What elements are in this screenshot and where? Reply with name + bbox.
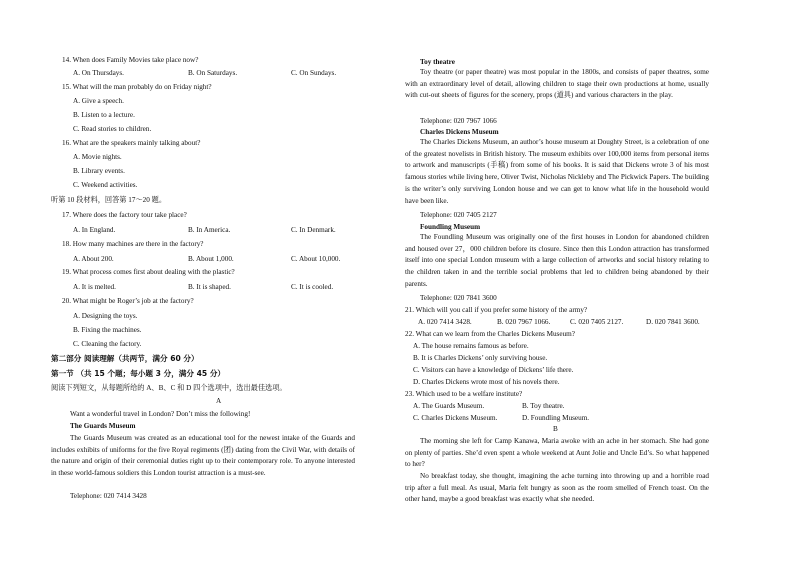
option-c: C. Weekend activities. [73,181,138,189]
option-c: C. It is cooled. [291,283,334,291]
foundling-museum-body: The Foundling Museum was originally one of the first houses in London for abandoned children and housed over 27，000 children before its closure. Since then this London attraction has transformed itself into one special London museum with a large collection of artworks and social history relating to the children taken in and the terrible social problems that led to children being abandoned by their parents. [405,233,709,288]
option-b: B. It is shaped. [188,283,231,291]
option-a: A. 020 7414 3428. [418,318,472,326]
toy-theatre-telephone: Telephone: 020 7967 1066 [420,117,497,125]
option-c: C. Read stories to children. [73,125,152,133]
option-c: C. In Denmark. [291,226,336,234]
part-2-heading: 第二部分 阅读理解（共两节，满分 60 分） [51,354,199,363]
passage-intro: Want a wonderful travel in London? Don’t miss the following! [70,410,251,418]
option-b: B. It is Charles Dickens’ only surviving house. [413,354,548,362]
option-a: A. It is melted. [73,283,116,291]
toy-theatre-title: Toy theatre [420,58,455,66]
option-c: C. 020 7405 2127. [570,318,624,326]
option-b: B. Toy theatre. [522,402,565,410]
option-b: B. Library events. [73,167,125,175]
option-b: B. Fixing the machines. [73,326,142,334]
option-c: C. On Sundays. [291,69,337,77]
question-14: 14. When does Family Movies take place now? [62,56,199,64]
option-c: C. Visitors can have a knowledge of Dickens’ life there. [413,366,574,374]
section-10-instruction: 听第 10 段材料，回答第 17～20 题。 [51,196,167,204]
option-a: A. Movie nights. [73,153,122,161]
guards-museum-title: The Guards Museum [70,422,136,430]
option-a: A. Give a speech. [73,97,124,105]
option-b: B. On Saturdays. [188,69,238,77]
guards-museum-telephone: Telephone: 020 7414 3428 [70,492,147,500]
passage-b-paragraph-1: The morning she left for Camp Kanawa, Maria awoke with an ache in her stomach. She had gone on plenty of parties. She’d even spent a whole weekend at Aunt Jolie and Uncle Ed’s. So what happened to her? [405,437,709,469]
question-23: 23. Which used to be a welfare institute? [405,390,523,398]
foundling-museum-telephone: Telephone: 020 7841 3600 [420,294,497,302]
option-b: B. In America. [188,226,231,234]
option-c: C. Charles Dickens Museum. [413,414,498,422]
question-19: 19. What process comes first about dealing with the plastic? [62,268,235,276]
passage-a-label: A [216,397,222,405]
option-a: A. About 200. [73,255,114,263]
option-b: B. Listen to a lecture. [73,111,135,119]
option-d: D. 020 7841 3600. [646,318,700,326]
option-c: C. Cleaning the factory. [73,340,142,348]
section-1-heading: 第一节 （共 15 个题；每小题 3 分，满分 45 分） [51,369,226,378]
question-18: 18. How many machines are there in the factory? [62,240,204,248]
question-17: 17. Where does the factory tour take place? [62,211,187,219]
reading-instruction: 阅读下列短文，从每题所给的 A、B、C 和 D 四个选项中，选出最佳选项。 [51,384,287,392]
option-d: D. Foundling Museum. [522,414,590,422]
dickens-museum-title: Charles Dickens Museum [420,128,499,136]
option-c: C. About 10,000. [291,255,341,263]
option-a: A. On Thursdays. [73,69,124,77]
question-22: 22. What can we learn from the Charles Dickens Museum? [405,330,575,338]
question-15: 15. What will the man probably do on Friday night? [62,83,212,91]
dickens-museum-telephone: Telephone: 020 7405 2127 [420,211,497,219]
option-b: B. 020 7967 1066. [497,318,551,326]
toy-theatre-body: Toy theatre (or paper theatre) was most popular in the 1800s, and consists of paper theatres, some with an extraordinary level of detail, allowing children to stage their own productions at home, usually with cut-out sheets of figures for the scenery, props (道具) and various characters in the play. [405,68,709,100]
option-a: A. The Guards Museum. [413,402,485,410]
option-a: A. In England. [73,226,116,234]
passage-b-paragraph-2: No breakfast today, she thought, imagining the ache turning into throwing up and a horrible road trip after a full meal. As usual, Maria felt hungry as soon as the room smelled of French toast. On the other hand, maybe a good breakfast was exactly what she needed. [405,472,709,504]
question-20: 20. What might be Roger’s job at the factory? [62,297,194,305]
option-b: B. About 1,000. [188,255,234,263]
passage-b-label: B [553,425,558,433]
question-21: 21. Which will you call if you prefer some history of the army? [405,306,588,314]
foundling-museum-title: Foundling Museum [420,223,481,231]
question-16: 16. What are the speakers mainly talking about? [62,139,201,147]
option-a: A. The house remains famous as before. [413,342,529,350]
option-d: D. Charles Dickens wrote most of his novels there. [413,378,560,386]
guards-museum-body: The Guards Museum was created as an educational tool for the newest intake of the Guards and includes exhibits of uniforms for the five Royal regiments (团) dating from the Civil War, with details of the nature and origin of their ceremonial duties right up to their contemporary role. To anyone interested in these world-famous soldiers this London tourist attraction is a must-see. [51,434,355,478]
dickens-museum-body: The Charles Dickens Museum, an author’s house museum at Doughty Street, is a celebration of one of the greatest novelists in British history. The museum exhibits over 100,000 items from personal items to artwork and manuscripts (手稿) from some of his books. It is said that Dickens wrote 3 of his most famous stories while living here, Oliver Twist, Nicholas Nickleby and The Pickwick Papers. The building is the writer’s only surviving London house and we can get to know what life in the household would have been like. [405,138,709,205]
option-a: A. Designing the toys. [73,312,138,320]
